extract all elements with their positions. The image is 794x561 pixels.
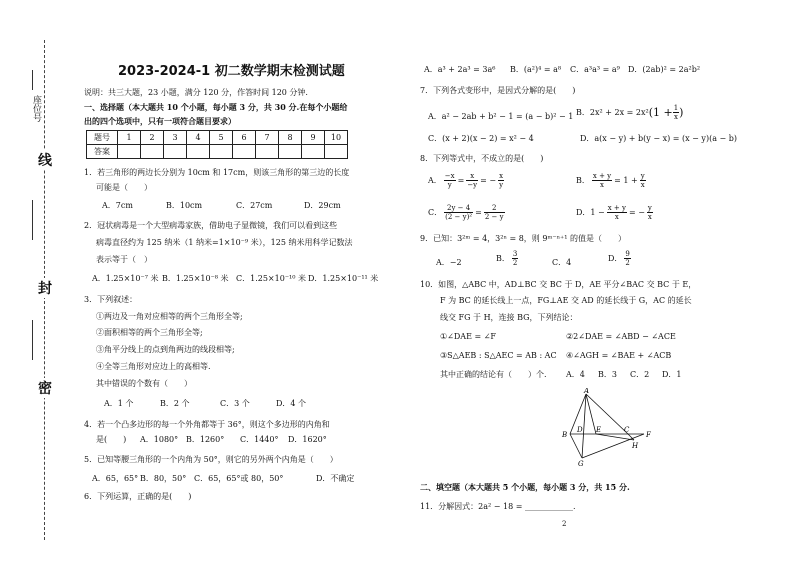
q6-option-c: C．a³a³ = a⁹ [570, 65, 620, 74]
fraction-denominator: (2 − y)² [445, 213, 473, 221]
q4-option-b: B．1260° [186, 435, 225, 444]
q9-option-b [496, 250, 518, 267]
answer-table [86, 130, 348, 159]
exam-title: 2023-2024-1 初二数学期末检测试题 [118, 64, 345, 79]
seal-mark-mi: 密 [38, 378, 52, 398]
fraction [607, 204, 627, 221]
q6-option-b: B．(a²)⁴ = a⁸ [510, 65, 562, 74]
fraction-denominator: y [499, 181, 504, 189]
q10-conclusion-3: ③S△AEB : S△AEC = AB : AC [440, 351, 557, 360]
q10-conclusion-4: ④∠AGH = ∠BAE + ∠ACB [566, 351, 672, 360]
segment-ae [586, 394, 596, 434]
label-e: E [596, 426, 602, 434]
q2-stem: 2．冠状病毒是一个大型病毒家族，借助电子显微镜，我们可以看到这些 [84, 221, 338, 230]
q10-option-c: C．2 [630, 370, 650, 379]
q3-option-d: D．4 个 [276, 399, 307, 408]
q7-option-c: C．(x + 2)(x − 2) = x² − 4 [428, 134, 534, 143]
label-h: H [632, 442, 639, 450]
q4-option-a: A．1080° [140, 435, 179, 444]
q10-stem-2: F 为 BC 的延长线上一点，FG⊥AE 交 AD 的延长线于 G，AC 的延长 [440, 296, 692, 305]
q7-option-a: A．a² − 2ab + b² − 1 = (a − b)² − 1 [428, 112, 574, 121]
q10-option-d: D．1 [662, 370, 682, 379]
q8-option-d-lead: D．1 − [576, 207, 605, 217]
answer-table-number-row [87, 131, 348, 145]
q8-option-a-lead: A． [428, 175, 442, 185]
q7-option-b [576, 104, 683, 121]
fraction-numerator: 3 [512, 250, 518, 258]
label-c: C [624, 426, 630, 434]
q10-conclusion-2: ②2∠DAE = ∠ABD − ∠ACE [566, 332, 676, 341]
fraction-numerator: −x [444, 172, 455, 180]
q4-option-d: D．1620° [288, 435, 327, 444]
q1-stem-2: 可能是（ ） [96, 183, 152, 192]
fraction-numerator: x + y [607, 204, 626, 212]
q8-option-b [576, 172, 646, 189]
fraction-numerator: y [647, 204, 652, 212]
fraction-numerator: 2y − 4 [444, 204, 473, 213]
answer-cell[interactable] [279, 145, 302, 159]
q2-option-c: C．1.25×10⁻¹⁰ 米 [236, 274, 306, 283]
q9-option-c: C．4 [552, 258, 572, 267]
q4-stem: 4．若一个凸多边形的每一个外角都等于 36°，则这个多边形的内角和 [84, 420, 330, 429]
segment-bg [570, 434, 582, 458]
answer-table-number: 8 [279, 131, 302, 145]
q3-stem: 3．下列叙述： [84, 295, 138, 304]
fraction-denominator: y [447, 181, 452, 189]
fraction [498, 172, 504, 189]
fraction-denominator: 2 − y [484, 213, 504, 221]
q5-option-a: A．65，65° [92, 474, 139, 483]
q8-option-b-lead: B． [576, 175, 590, 185]
q1-option-d: D．29cm [304, 201, 341, 210]
fraction-numerator: x [466, 172, 478, 181]
q7-option-b-paren-right: ) [679, 105, 684, 119]
fraction-numerator: 9 [625, 250, 630, 258]
answer-table-number: 9 [302, 131, 325, 145]
label-b: B [562, 431, 568, 439]
answer-table-number: 6 [233, 131, 256, 145]
seat-number-label: 座位号 [31, 95, 41, 122]
label-a: A [584, 388, 590, 395]
q6-option-a: A．a³ + 2a³ = 3a⁶ [424, 65, 496, 74]
q8-option-c [428, 204, 505, 221]
fraction [512, 250, 518, 267]
seal-mark-feng: 封 [38, 278, 52, 298]
fraction-denominator: x [640, 181, 645, 189]
equals-sign: = [457, 175, 465, 185]
q7-option-b-lead: B．2x² + 2x = 2x² [576, 107, 649, 117]
q10-stem-end: 其中正确的结论有（ ）个. [440, 370, 547, 379]
label-d: D [577, 426, 583, 434]
section2-heading: 二、填空题（本大题共 5 个小题，每小题 3 分，共 15 分. [420, 482, 630, 492]
q5-stem: 5．已知等腰三角形的一个内角为 50°，则它的另外两个内角是（ ） [84, 455, 338, 464]
fraction-denominator: x [614, 213, 619, 221]
q9-option-a: A．−2 [436, 258, 462, 267]
exam-intro: 说明：共三大题，23 小题，满分 120 分，作答时间 120 分钟. [84, 88, 308, 97]
q1-option-a: A．7cm [102, 201, 133, 210]
q6-option-d: D．(2ab)² = 2a²b² [628, 65, 701, 74]
answer-table-number: 3 [164, 131, 187, 145]
answer-cell[interactable] [210, 145, 233, 159]
q3-statement-4: ④全等三角形对应边上的高相等. [96, 362, 211, 371]
q7-option-b-paren-left: (1 + [648, 105, 673, 119]
fraction-numerator: y [640, 172, 645, 180]
q5-option-b: B．80，50° [140, 474, 187, 483]
q2-option-a: A．1.25×10⁻⁷ 米 [92, 274, 159, 283]
fraction-denominator: x [647, 213, 652, 221]
answer-table-number: 5 [210, 131, 233, 145]
q10-conclusion-1: ①∠DAE = ∠F [440, 332, 496, 341]
section1-heading-2: 出的四个选项中，只有一项符合题目要求） [84, 116, 236, 126]
q2-option-d: D．1.25×10⁻¹¹ 米 [308, 274, 379, 283]
q3-option-a: A．1 个 [104, 399, 134, 408]
answer-table-label: 答案 [87, 145, 118, 159]
fraction [647, 204, 653, 221]
q8-option-d [576, 204, 653, 221]
equals-sign: = [475, 207, 482, 217]
answer-table-number: 2 [141, 131, 164, 145]
binding-margin [0, 0, 60, 561]
label-f: F [646, 431, 651, 439]
answer-cell[interactable] [256, 145, 279, 159]
fraction [624, 250, 630, 267]
answer-cell[interactable] [164, 145, 187, 159]
answer-cell[interactable] [325, 145, 348, 159]
q3-option-b: B．2 个 [160, 399, 190, 408]
q10-option-a: A．4 [566, 370, 585, 379]
fraction-denominator: −y [467, 181, 478, 189]
q3-stem-end: 其中错误的个数有（ ） [96, 379, 192, 388]
q9-stem: 9．已知：3²ᵐ = 4，3²ⁿ = 8，则 9ᵐ⁻ⁿ⁺¹ 的值是（ ） [420, 234, 627, 243]
segment-eh [596, 434, 634, 440]
fraction [592, 172, 612, 189]
q5-option-d: D．不确定 [316, 474, 355, 483]
q3-statement-3: ③角平分线上的点到角两边的线段相等; [96, 345, 235, 354]
fraction-numerator: 2 [484, 204, 505, 213]
answer-table-number: 4 [187, 131, 210, 145]
q9-option-d [608, 250, 631, 267]
q2-stem-3: 表示等于（ ） [96, 255, 152, 264]
q7-stem: 7．下列各式变形中，是因式分解的是( ) [420, 86, 576, 95]
q4-stem-2: 是( ) [96, 435, 127, 444]
name-line [32, 200, 33, 240]
fraction-denominator: 2 [625, 259, 630, 267]
answer-cell[interactable] [187, 145, 210, 159]
fraction-denominator: x [600, 181, 604, 189]
fraction [640, 172, 646, 189]
q10-geometry-figure [556, 388, 660, 468]
answer-cell[interactable] [118, 145, 141, 159]
fraction-denominator: 2 [512, 259, 518, 267]
fraction [466, 172, 478, 189]
q1-option-b: B．10cm [166, 201, 203, 210]
fraction-numerator: 1 [673, 104, 679, 112]
label-g: G [578, 460, 584, 468]
q8-option-c-lead: C． [428, 207, 443, 217]
section1-heading: 一、选择题（本大题共 10 个小题，每小题 3 分，共 30 分.在每个小题给 [84, 102, 348, 112]
fraction-numerator: x [499, 172, 504, 180]
q11-stem: 11．分解因式：2a² − 18 = ____________. [420, 502, 576, 511]
q9-option-d-lead: D． [608, 253, 623, 263]
seal-mark-line: 线 [38, 150, 52, 170]
equals-one-plus: = 1 + [614, 175, 638, 185]
fraction-denominator: x [673, 113, 678, 121]
q10-stem-3: 线交 FG 于 H，连接 BG，下列结论： [440, 313, 578, 322]
page-number: 2 [562, 520, 567, 528]
answer-cell[interactable] [302, 145, 325, 159]
q9-option-b-lead: B． [496, 253, 510, 263]
q3-option-c: C．3 个 [220, 399, 250, 408]
answer-table-number: 10 [325, 131, 348, 145]
q8-stem: 8．下列等式中，不成立的是( ) [420, 154, 544, 163]
q10-option-b: B．3 [598, 370, 617, 379]
class-line [32, 320, 33, 360]
equals-negative: = − [628, 207, 645, 217]
answer-cell[interactable] [233, 145, 256, 159]
answer-table-number: 7 [256, 131, 279, 145]
q7-option-d: D．a(x − y) + b(y − x) = (x − y)(a − b) [580, 134, 737, 143]
q8-option-a [428, 172, 504, 189]
fraction [444, 172, 456, 189]
seat-number-line [32, 70, 33, 90]
q4-option-c: C．1440° [240, 435, 279, 444]
q1-option-c: C．27cm [236, 201, 273, 210]
fraction [484, 204, 505, 221]
answer-cell[interactable] [141, 145, 164, 159]
q3-statement-2: ②面积相等的两个三角形全等; [96, 328, 203, 337]
segment-ac [586, 394, 628, 434]
q2-stem-2: 病毒直径约为 125 纳米（1 纳米=1×10⁻⁹ 米），125 纳米用科学记数法 [96, 238, 353, 247]
q10-stem: 10．如图，△ABC 中，AD⊥BC 交 BC 于 D，AE 平分∠BAC 交 BC 于 E， [420, 280, 697, 289]
fraction [444, 204, 473, 221]
q5-option-c: C．65，65°或 80，50° [194, 474, 284, 483]
q3-statement-1: ①两边及一角对应相等的两个三角形全等; [96, 312, 243, 321]
q6-stem: 6．下列运算，正确的是( ) [84, 492, 192, 501]
answer-table-number: 1 [118, 131, 141, 145]
fraction-numerator: x + y [592, 172, 612, 180]
q1-stem: 1．若三角形的两边长分别为 10cm 和 17cm，则该三角形的第三边的长度 [84, 168, 350, 177]
q2-option-b: B．1.25×10⁻⁸ 米 [162, 274, 229, 283]
equals-sign: = − [480, 175, 497, 185]
answer-table-answer-row [87, 145, 348, 159]
answer-table-label: 题号 [87, 131, 118, 145]
